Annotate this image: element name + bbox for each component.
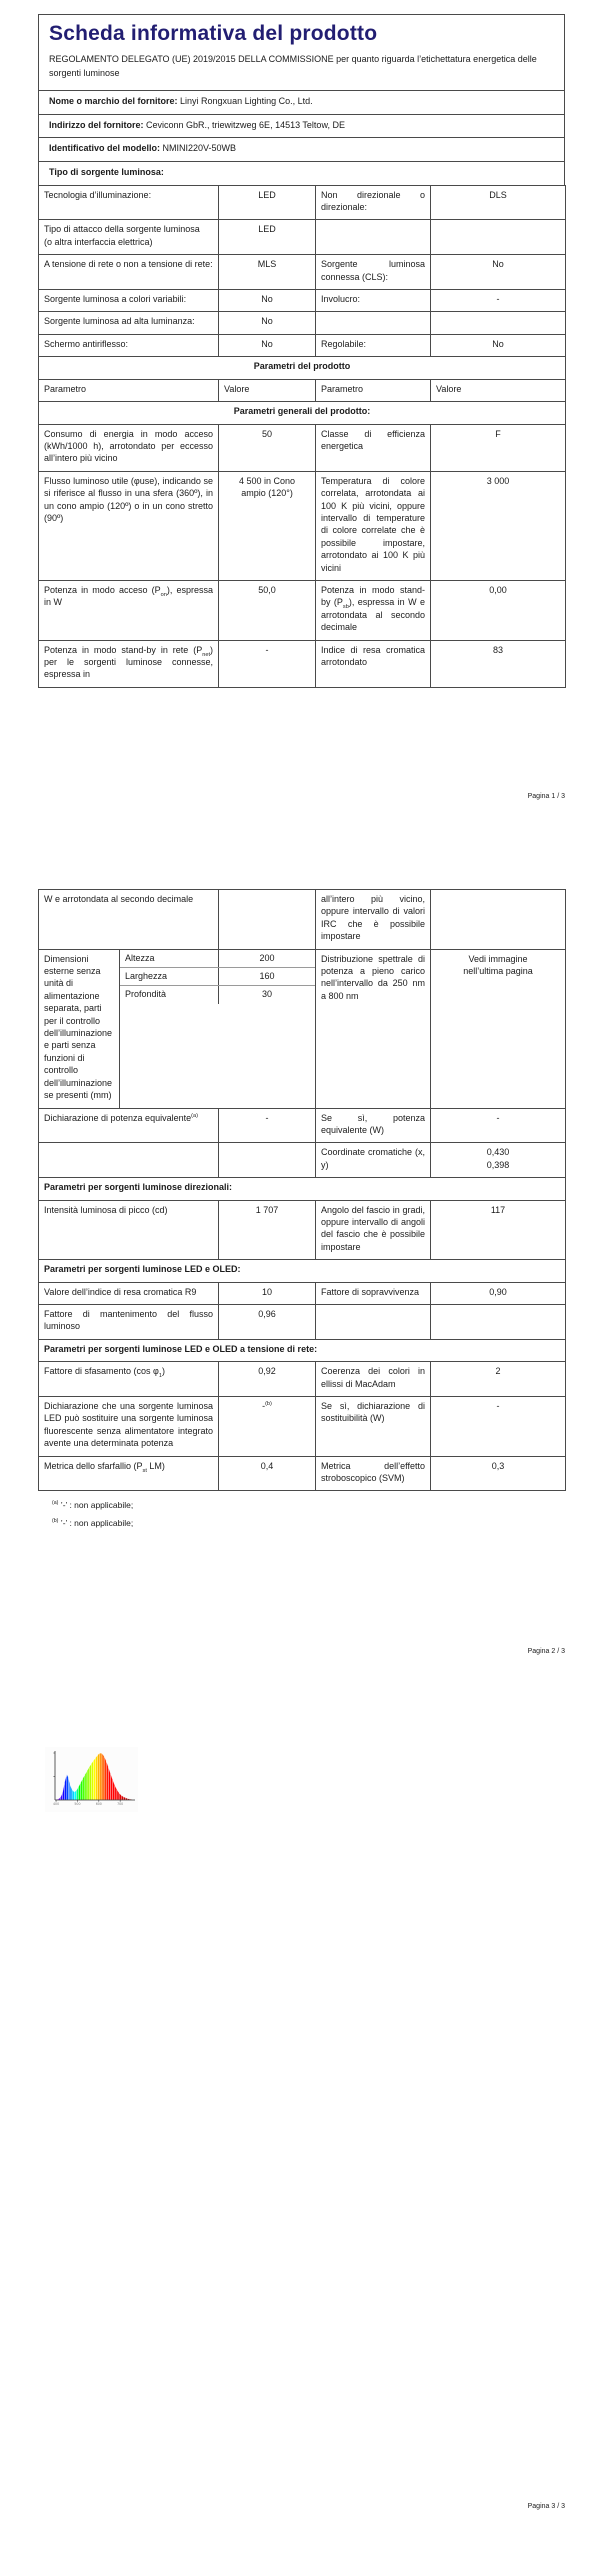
section-header: Parametri per sorgenti luminose direzionali:: [39, 1178, 566, 1200]
supplier-name-row: [38, 90, 565, 115]
param-label: Sorgente luminosa ad alta luminanza:: [39, 312, 219, 334]
param-label: Temperatura di colore correlata, arrotondata ai 100 K più vicini, oppure intervallo di temperature di colore correlate che è possibile impostare, arrotondato ai 100 K più vicini: [316, 471, 431, 580]
param-label: Sorgente luminosa a colori variabili:: [39, 290, 219, 312]
page-footer-2: Pagina 2 / 3: [527, 1648, 565, 1655]
param-label: Valore dell’indice di resa cromatica R9: [39, 1282, 219, 1304]
light-source-type-row: [38, 161, 565, 186]
spd-band: [98, 1753, 100, 1800]
spd-band: [83, 1775, 85, 1800]
spd-band: [113, 1780, 115, 1800]
spd-band: [91, 1761, 93, 1800]
param-value: MLS: [219, 255, 316, 290]
param-label: Dichiarazione che una sorgente luminosa LED può sostituire una sorgente luminosa fluorescente senza alimentatore integrato avente una determinata potenza: [39, 1397, 219, 1457]
spd-band: [104, 1756, 106, 1800]
table-row: [39, 1339, 566, 1361]
param-value: No: [219, 312, 316, 334]
table-row: [39, 1143, 566, 1178]
dimension-row: [120, 950, 315, 968]
page-footer-3: Pagina 3 / 3: [527, 2503, 565, 2510]
table-row: [39, 1108, 566, 1143]
table-row: [39, 220, 566, 255]
param-value: 0,3: [431, 1456, 566, 1491]
param-label: Fattore di mantenimento del flusso luminoso: [39, 1304, 219, 1339]
spd-band: [76, 1787, 78, 1800]
param-label: Tipo di attacco della sorgente luminosa (o altra interfaccia elettrica): [39, 220, 219, 255]
model-id-row: [38, 137, 565, 162]
param-label: Coerenza dei colori in ellissi di MacAdam: [316, 1362, 431, 1397]
param-value: -: [219, 640, 316, 687]
chart-tick-label: 500: [74, 1802, 81, 1807]
table-row: [39, 1456, 566, 1491]
spd-band: [81, 1778, 83, 1800]
param-label: Se sì, potenza equivalente (W): [316, 1108, 431, 1143]
param-value: No: [219, 290, 316, 312]
section-header: Parametri per sorgenti luminose LED e OLED a tensione di rete:: [39, 1339, 566, 1361]
spd-band: [60, 1793, 62, 1800]
param-label: Potenza in modo acceso $(P_{on})$, espressa in W: [39, 580, 219, 640]
table-row: [39, 334, 566, 356]
spd-band: [115, 1785, 117, 1800]
param-value: 2: [431, 1362, 566, 1397]
param-label: Non direzionale o direzionale:: [316, 185, 431, 220]
section-header: Parametri generali del prodotto:: [39, 402, 566, 424]
spd-band: [123, 1797, 125, 1800]
spectral-power-distribution-chart: [45, 1747, 138, 1812]
dimensions-intro: Dimensioni esterne senza unità di alimentazione separata, parti per il controllo dell’illuminazione e parti senza funzioni di controllo dell’illuminazione se presenti (mm): [39, 950, 120, 1108]
param-value: LED: [219, 185, 316, 220]
param-value: 0,4: [219, 1456, 316, 1491]
spd-band: [67, 1774, 69, 1800]
spd-band: [72, 1790, 74, 1800]
table-row: [39, 1282, 566, 1304]
param-value: LED: [219, 220, 316, 255]
table-row: [39, 424, 566, 471]
dimensions-grid: [120, 950, 315, 1108]
footnotes: [38, 1497, 565, 1533]
param-label: Intensità luminosa di picco (cd): [39, 1200, 219, 1260]
supplier-name-value: Linyi Rongxuan Lighting Co., Ltd.: [180, 95, 313, 106]
dimensions-wrap: [39, 950, 315, 1108]
table-row: [39, 640, 566, 687]
spd-chart-svg: [45, 1747, 138, 1812]
dimension-label: Larghezza: [120, 968, 219, 985]
param-value: 83: [431, 640, 566, 687]
param-label: Indice di resa cromatica arrotondato: [316, 640, 431, 687]
table-row: [39, 357, 566, 379]
product-table-page2: [38, 889, 566, 1491]
dimension-value: 30: [261, 989, 272, 1000]
param-value: No: [219, 334, 316, 356]
param-value: Vedi immagine nell’ultima pagina: [431, 949, 566, 1108]
page-footer-1: Pagina 1 / 3: [527, 793, 565, 800]
param-label: [316, 1304, 431, 1339]
table-row: [39, 1178, 566, 1200]
table-row: [39, 1260, 566, 1282]
param-label: Dichiarazione di potenza equivalente$^{(a)}$: [39, 1108, 219, 1143]
spd-band: [74, 1791, 76, 1800]
section-header: Parametri del prodotto: [39, 357, 566, 379]
param-value: 117: [431, 1200, 566, 1260]
table-row: [39, 185, 566, 220]
page-title: Scheda informativa del prodotto: [49, 22, 378, 45]
spd-band: [117, 1790, 119, 1800]
table-row: [39, 379, 566, 401]
spd-band: [65, 1774, 67, 1800]
model-id-label: Identificativo del modello:: [49, 143, 161, 154]
param-label: Consumo di energia in modo acceso (kWh/1000 h), arrotondato per eccesso all’intero più vicino: [39, 424, 219, 471]
dimension-label: Profondità: [120, 986, 219, 1003]
spd-band: [68, 1777, 69, 1800]
light-source-type-label: Tipo di sorgente luminosa:: [49, 166, 164, 177]
param-label: Potenza in modo stand-by $(P_{sb})$, espressa in W e arrotondata al secondo decimale: [316, 580, 431, 640]
spd-band: [111, 1774, 113, 1800]
spd-band: [89, 1764, 91, 1800]
param-value: 4 500 in Cono ampio (120°): [219, 471, 316, 580]
section-header: Parametri per sorgenti luminose LED e OLED:: [39, 1260, 566, 1282]
param-value: [431, 890, 566, 950]
param-label: Fattore di sfasamento (cos $\varphi_1$): [39, 1362, 219, 1397]
param-label: Tecnologia d’illuminazione:: [39, 185, 219, 220]
param-value: F: [431, 424, 566, 471]
param-label: Classe di efficienza energetica: [316, 424, 431, 471]
param-value: DLS: [431, 185, 566, 220]
page-1: [38, 14, 565, 688]
param-label: Parametro: [39, 379, 219, 401]
param-value: 50: [219, 424, 316, 471]
dimension-label: Altezza: [120, 950, 219, 967]
param-label: Parametro: [316, 379, 431, 401]
table-row: [39, 471, 566, 580]
supplier-address-value: Ceviconn GbR., triewitzweg 6E, 14513 Teltow, DE: [146, 119, 345, 130]
param-value: [431, 312, 566, 334]
param-label: [39, 1143, 219, 1178]
table-row: [39, 949, 566, 1108]
param-label: Fattore di sopravvivenza: [316, 1282, 431, 1304]
param-value: -: [431, 1108, 566, 1143]
param-label: Distribuzione spettrale di potenza a pieno carico nell’intervallo da 250 nm a 800 nm: [316, 949, 431, 1108]
spd-band: [106, 1761, 108, 1800]
supplier-address-label: Indirizzo del fornitore:: [49, 119, 144, 130]
spd-band: [121, 1795, 123, 1800]
param-value: 0,96: [219, 1304, 316, 1339]
param-value: 0,00: [431, 580, 566, 640]
param-label: Metrica dello sfarfallio ($P_{st}$ LM): [39, 1456, 219, 1491]
spd-band: [119, 1793, 121, 1800]
param-label: Coordinate cromatiche (x, y): [316, 1143, 431, 1178]
param-value: 0,92: [219, 1362, 316, 1397]
param-value: -$^{(b)}$: [219, 1397, 316, 1457]
param-value: Valore: [219, 379, 316, 401]
title-box: [38, 14, 565, 91]
table-row: [39, 890, 566, 950]
table-row: [39, 1200, 566, 1260]
param-value: [219, 1143, 316, 1178]
dimensions-cell: [39, 949, 316, 1108]
spd-band: [93, 1758, 95, 1800]
spd-band: [70, 1784, 72, 1800]
param-value: [431, 220, 566, 255]
param-value: 1 707: [219, 1200, 316, 1260]
param-value: [219, 890, 316, 950]
spd-band: [87, 1767, 89, 1800]
supplier-address-row: [38, 114, 565, 139]
param-label: W e arrotondata al secondo decimale: [39, 890, 219, 950]
param-value: 50,0: [219, 580, 316, 640]
chart-tick-label: 400: [53, 1802, 60, 1807]
param-value: 0,90: [431, 1282, 566, 1304]
chart-tick-label: 600: [95, 1802, 102, 1807]
param-label: Sorgente luminosa connessa (CLS):: [316, 255, 431, 290]
table-row: [39, 1304, 566, 1339]
model-id-value: NMINI220V-50WB: [162, 143, 237, 154]
product-table-page1: [38, 185, 566, 688]
table-row: [39, 290, 566, 312]
param-label: Potenza in modo stand-by in rete $(P_{net})$ per le sorgenti luminose connesse, espressa in: [39, 640, 219, 687]
param-value: 0,430 0,398: [431, 1143, 566, 1178]
param-label: A tensione di rete o non a tensione di rete:: [39, 255, 219, 290]
param-value: [431, 1304, 566, 1339]
regulation-subtitle: REGOLAMENTO DELEGATO (UE) 2019/2015 DELLA COMMISSIONE per quanto riguarda l’etichettatura energetica delle sorgenti luminose: [49, 54, 537, 78]
spd-band: [108, 1767, 110, 1800]
param-label: all’intero più vicino, oppure intervallo di valori IRC che è possibile impostare: [316, 890, 431, 950]
param-value: -: [431, 1397, 566, 1457]
spd-band: [62, 1782, 64, 1800]
param-label: Schermo antiriflesso:: [39, 334, 219, 356]
param-label: Metrica dell’effetto stroboscopico (SVM): [316, 1456, 431, 1491]
chart-tick-label: 700: [117, 1802, 124, 1807]
param-label: [316, 312, 431, 334]
table-row: [39, 1397, 566, 1457]
param-label: Flusso luminoso utile (φuse), indicando se si riferisce al flusso in una sfera (360º), in un cono ampio (120º) o in un cono stretto (90º): [39, 471, 219, 580]
spd-band: [100, 1753, 102, 1800]
param-value: -: [431, 290, 566, 312]
param-value: No: [431, 334, 566, 356]
table-row: [39, 402, 566, 424]
param-label: Se sì, dichiarazione di sostituibilità (W): [316, 1397, 431, 1457]
param-value: 10: [219, 1282, 316, 1304]
supplier-name-label: Nome o marchio del fornitore:: [49, 95, 178, 106]
spd-band: [96, 1755, 98, 1800]
param-value: 3 000: [431, 471, 566, 580]
dimension-row: [120, 986, 315, 1003]
param-value: -: [219, 1108, 316, 1143]
param-label: Angolo del fascio in gradi, oppure intervallo di angoli del fascio che è possibile impostare: [316, 1200, 431, 1260]
spd-band: [102, 1753, 104, 1800]
footnote: $^{(a)}$ ’-’ : non applicabile;: [52, 1500, 134, 1511]
param-value: No: [431, 255, 566, 290]
table-row: [39, 255, 566, 290]
spd-band: [85, 1771, 87, 1800]
dimension-value: 160: [259, 971, 275, 982]
param-label: Involucro:: [316, 290, 431, 312]
dimension-row: [120, 968, 315, 986]
spd-band: [79, 1783, 81, 1800]
table-row: [39, 580, 566, 640]
dimension-value: 200: [259, 952, 275, 963]
page-2: [38, 890, 565, 1533]
param-label: [316, 220, 431, 255]
param-value: Valore: [431, 379, 566, 401]
param-label: Regolabile:: [316, 334, 431, 356]
table-row: [39, 312, 566, 334]
table-row: [39, 1362, 566, 1397]
footnote: $^{(b)}$ ’-’ : non applicabile;: [52, 1518, 134, 1529]
